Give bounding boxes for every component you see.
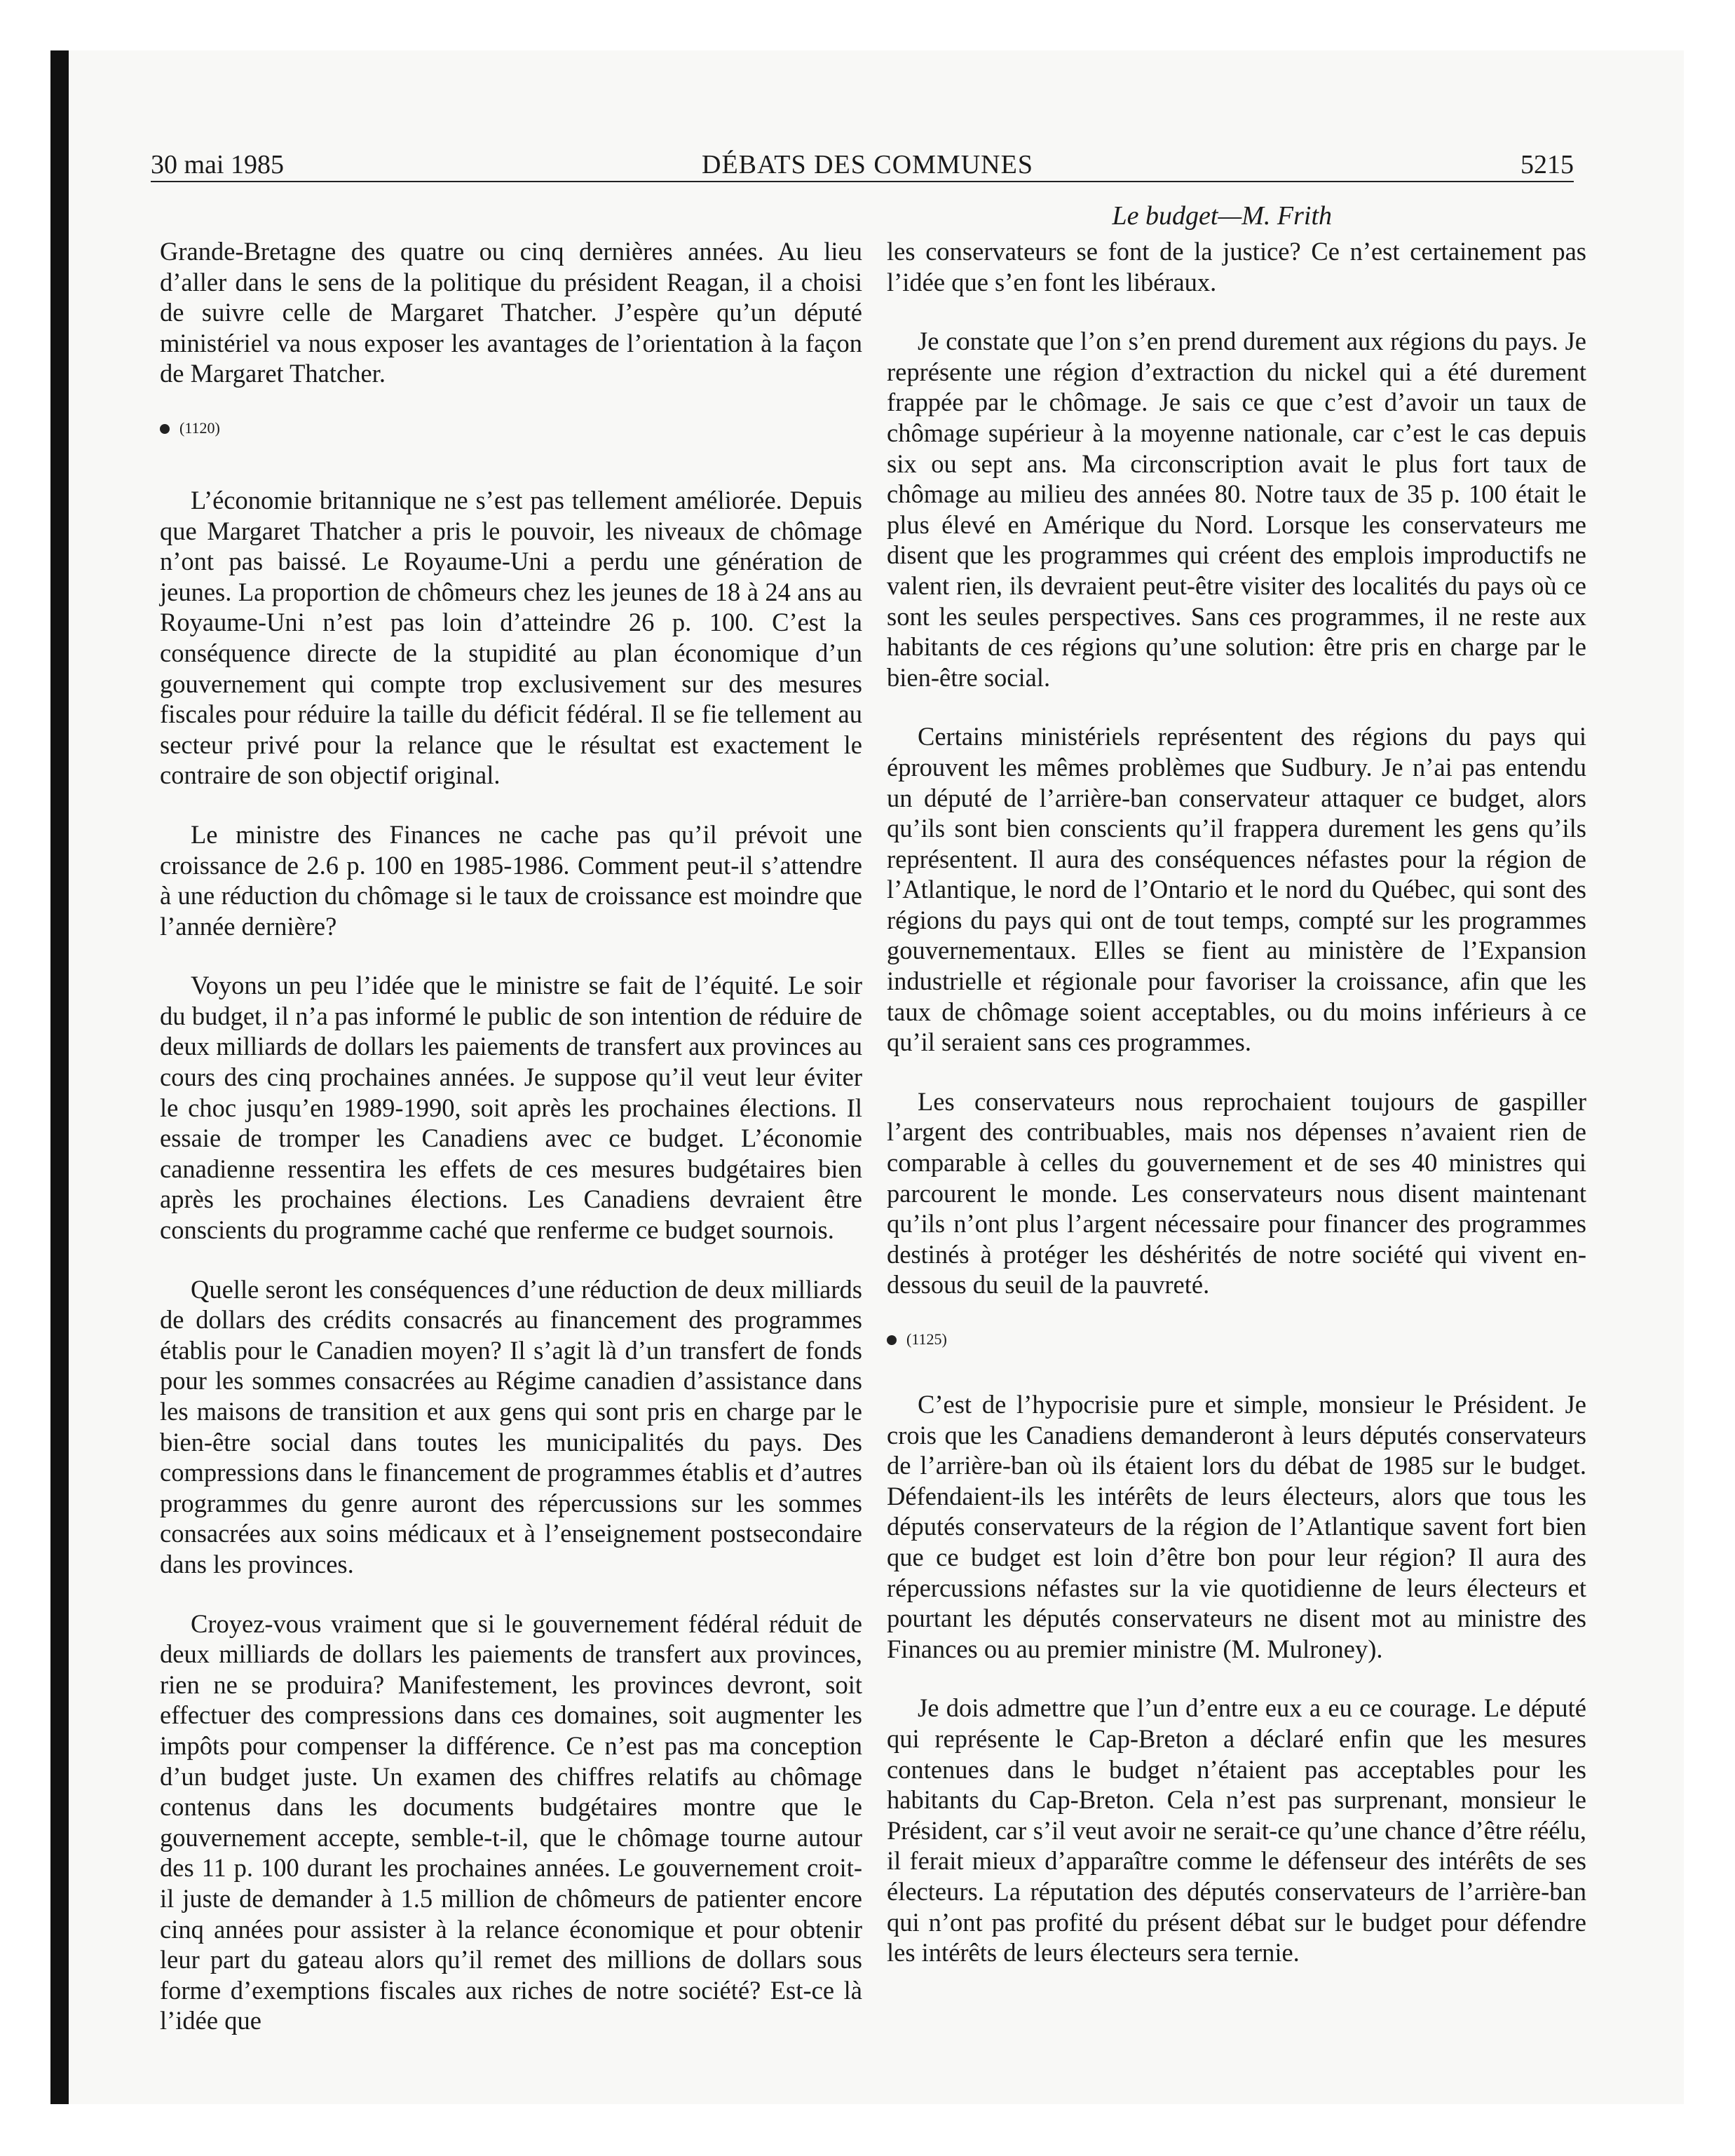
paragraph: Quelle seront les conséquences d’une réduction de deux milliards de dollars des crédits consacrés au financement des programmes établis pour le Canadien moyen? Il s’agit là d’un transfert de fonds pour les sommes consacrées au Régime canadien d’assistance dans les maisons de transition et aux gens qui sont pris en charge par le bien-être social dans toutes les municipalités du pays. Des compressions dans le financement de programmes établis et d’autres programmes du genre auront des répercussions sur les sommes consacrées aux soins médicaux et à l’enseignement postsecondaire dans les provinces. — [160, 1274, 862, 1578]
paragraph: L’économie britannique ne s’est pas tellement améliorée. Depuis que Margaret Thatcher a pris le pouvoir, les niveaux de chômage n’ont pas baissé. Le Royaume-Uni a perdu une génération de jeunes. La proportion de chômeurs chez les jeunes de 18 à 24 ans au Royaume-Uni n’est pas loin d’atteindre 26 p. 100. C’est la conséquence directe de la stupidité au plan économique d’un gouvernement qui compte trop exclusivement sur des mesures fiscales pour réduire la taille du déficit fédéral. Il se fie tellement au secteur privé pour la relance que le résultat est exactement le contraire de son objectif original. — [160, 485, 862, 790]
publication-title: DÉBATS DES COMMUNES — [702, 150, 1033, 179]
scan-binding-edge — [50, 50, 69, 2104]
bullet-icon — [160, 424, 170, 434]
paragraph: Les conservateurs nous reprochaient toujours de gaspiller l’argent des contribuables, mais nos dépenses n’avaient rien de comparable à celles du gouvernement et de ses 40 ministres qui parcourent le monde. Les conservateurs nous disent maintenant qu’ils n’ont plus l’argent nécessaire pour financer des programmes destinés à protéger les déshérités de notre société qui vivent en-dessous du seuil de la pauvreté. — [887, 1086, 1586, 1299]
paragraph: Croyez-vous vraiment que si le gouvernement fédéral réduit de deux milliards de dollars les paiements de transfert aux provinces, rien ne se produira? Manifestement, les provinces devront, soit effectuer des compressions dans ces domaines, soit augmenter les impôts pour compenser la différence. Ce n’est pas ma conception d’un budget juste. Un examen des chiffres relatifs au chômage contenus dans les documents budgétaires montre que le gouvernement accepte, semble-t-il, que le chômage tourne autour des 11 p. 100 durant les prochaines années. Le gouvernement croit-il juste de demander à 1.5 million de chômeurs de patienter encore cinq années pour assister à la relance économique et pour obtenir leur part du gateau alors qu’il remet des millions de dollars sous forme d’exemptions fiscales aux riches de notre société? Est-ce là l’idée que — [160, 1609, 862, 2035]
paragraph: C’est de l’hypocrisie pure et simple, monsieur le Président. Je crois que les Canadiens demanderont à leurs députés conservateurs de l’arrière-ban où ils étaient lors du débat de 1985 sur le budget. Défendaient-ils les intérêts de leurs électeurs, alors que tous les députés conservateurs de la région de l’Atlantique savent fort bien que ce budget est loin d’être bon pour leur région? Il aura des répercussions néfastes sur la vie quotidienne de leurs électeurs et pourtant les députés conservateurs ne disent mot au ministre des Finances ou au premier ministre (M. Mulroney). — [887, 1390, 1586, 1663]
paragraph: Grande-Bretagne des quatre ou cinq dernières années. Au lieu d’aller dans le sens de la politique du président Reagan, il a choisi de suivre celle de Margaret Thatcher. J’espère qu’un député ministériel va nous exposer les avantages de l’orientation à la façon de Margaret Thatcher. — [160, 237, 862, 388]
paragraph: Certains ministériels représentent des régions du pays qui éprouvent les mêmes problèmes que Sudbury. Je n’ai pas entendu un député de l’arrière-ban conservateur attaquer ce budget, alors qu’ils sont bien conscients qu’il frappera durement les gens qu’ils représentent. Il aura des conséquences néfastes pour la région de l’Atlantique, le nord de l’Ontario et le nord du Québec, qui sont des régions du pays qui ont de tout temps, compté sur les programmes gouvernementaux. Elles se fient au ministère de l’Expansion industrielle et régionale pour favoriser la croissance, afin que les taux de chômage soient acceptables, ou du moins inférieurs à ce qu’il seraient sans ces programmes. — [887, 722, 1586, 1057]
paragraph: Voyons un peu l’idée que le ministre se fait de l’équité. Le soir du budget, il n’a pas informé le public de son intention de réduire de deux milliards de dollars les paiements de transfert aux provinces au cours des cinq prochaines années. Je suppose qu’il veut leur éviter le choc jusqu’en 1989-1990, soit après les prochaines élections. Il essaie de tromper les Canadiens avec ce budget. L’économie canadienne ressentira les effets de ces mesures budgétaires bien après les prochaines élections. Les Canadiens devraient être conscients du programme caché que renferme ce budget sournois. — [160, 971, 862, 1245]
paragraph: Je dois admettre que l’un d’entre eux a eu ce courage. Le député qui représente le Cap-Breton a déclaré enfin que les mesures contenues dans le budget n’étaient pas acceptables pour les habitants du Cap-Breton. Cela n’est pas surprenant, monsieur le Président, car s’il veut avoir ne serait-ce qu’une chance d’être réélu, il ferait mieux d’apparaître comme le défenseur des intérêts de ses électeurs. La réputation des députés conservateurs de l’arrière-ban qui n’ont pas profité du présent débat sur le budget pour défendre les intérêts de leurs électeurs sera ternie. — [887, 1693, 1586, 1967]
left-column — [160, 236, 862, 2065]
paragraph: les conservateurs se font de la justice? Ce n’est certainement pas l’idée que s’en font les libéraux. — [887, 237, 1586, 296]
time-marker-label: (1120) — [179, 418, 220, 437]
running-head: Le budget—M. Frith — [1112, 201, 1332, 231]
page-number: 5215 — [1520, 150, 1574, 179]
right-column — [887, 236, 1586, 1997]
paragraph: Le ministre des Finances ne cache pas qu’il prévoit une croissance de 2.6 p. 100 en 1985-1986. Comment peut-il s’attendre à une réduction du chômage si le taux de croissance est moindre que l’année dernière? — [160, 819, 862, 941]
page-date: 30 mai 1985 — [151, 150, 284, 179]
time-marker — [160, 418, 862, 439]
time-marker — [887, 1329, 1586, 1350]
time-marker-label: (1125) — [906, 1330, 947, 1348]
header-rule — [151, 181, 1574, 182]
bullet-icon — [887, 1335, 897, 1345]
paragraph: Je constate que l’on s’en prend durement aux régions du pays. Je représente une région d’extraction du nickel qui a été durement frappée par le chômage. Je sais ce que c’est d’avoir un taux de chômage supérieur à la moyenne nationale, car c’est le cas depuis six ou sept ans. Ma circonscription avait le plus fort taux de chômage au milieu des années 80. Notre taux de 35 p. 100 était le plus élevé en Amérique du Nord. Lorsque les conservateurs me disent que les programmes qui créent des emplois improductifs ne valent rien, ils devraient peut-être visiter des localités du pays où ce sont les seules perspectives. Sans ces programmes, il ne reste aux habitants de ces régions qu’une solution: être pris en charge par le bien-être social. — [887, 327, 1586, 692]
